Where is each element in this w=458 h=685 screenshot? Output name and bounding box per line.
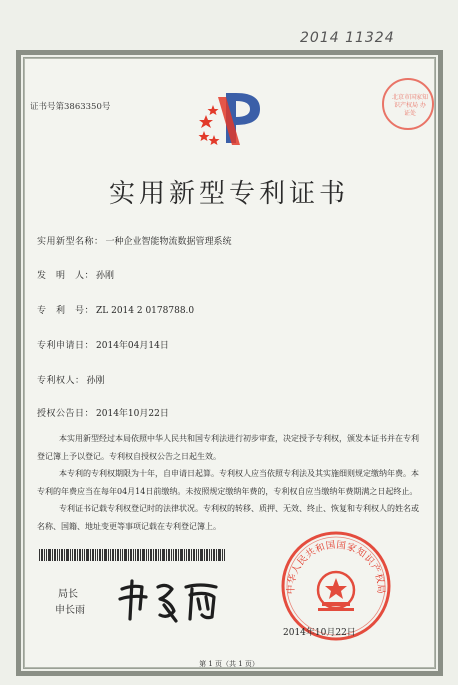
filing-date-value: 2014年04月14日 xyxy=(96,341,169,351)
signatory-name: 申长雨 xyxy=(55,605,85,616)
field-patentee xyxy=(37,373,105,386)
body-paragraph: 专利证书记载专利权登记时的法律状况。专利权的转移、质押、无效、终止、恢复和专利权人的姓名或名称、国籍、地址变更等事项记载在专利登记簿上。 xyxy=(37,504,419,531)
patentee-value: 孙刚 xyxy=(86,376,105,386)
handwritten-note: 2014 11324 xyxy=(300,30,395,46)
inventor-value: 孙刚 xyxy=(96,271,115,281)
field-inventor xyxy=(37,268,114,281)
filing-date-label: 专利申请日： xyxy=(37,341,95,351)
registration-stamp-text: 北京市国家知识产权局 办证处 xyxy=(392,94,429,117)
name-value: 一种企业智能物流数据管理系统 xyxy=(105,237,232,247)
grant-date-label: 授权公告日： xyxy=(37,409,95,419)
patent-number-value: ZL 2014 2 0178788.0 xyxy=(96,306,195,316)
certificate-number: 证书号第3863350号 xyxy=(30,102,111,112)
seal-date: 2014年10月22日 xyxy=(283,628,356,638)
body-paragraph: 本专利的专利权期限为十年，自申请日起算。专利权人应当依照专利法及其实施细则规定缴纳年费。本专利的年费应当在每年04月14日前缴纳。未按照规定缴纳年费的，专利权自应当缴纳年费期满之日起终止。 xyxy=(37,469,419,496)
body-paragraph: 本实用新型经过本局依照中华人民共和国专利法进行初步审查，决定授予专利权，颁发本证书并在专利登记簿上予以登记。专利权自授权公告之日起生效。 xyxy=(37,434,419,461)
field-grant-date xyxy=(37,406,169,419)
field-patent-number xyxy=(37,303,194,316)
grant-date-value: 2014年10月22日 xyxy=(96,409,169,419)
signatory-title: 局长 xyxy=(58,589,78,600)
field-filing-date xyxy=(37,338,169,351)
certificate-body xyxy=(37,430,419,535)
certificate-title: 实用新型专利证书 xyxy=(108,179,349,209)
handwritten-signature xyxy=(116,575,226,625)
field-utility-model-name xyxy=(37,234,232,247)
patent-number-label: 专 利 号： xyxy=(37,306,95,316)
patentee-label: 专利权人： xyxy=(37,376,85,386)
patent-office-logo xyxy=(196,85,272,151)
page-footer: 第 1 页（共 1 页） xyxy=(199,660,259,668)
registration-stamp xyxy=(382,78,434,130)
seal-text: 中华人民共和国国家知识产权局 xyxy=(285,539,387,595)
name-label: 实用新型名称： xyxy=(37,237,104,247)
inventor-label: 发 明 人： xyxy=(37,271,95,281)
barcode xyxy=(39,549,225,561)
